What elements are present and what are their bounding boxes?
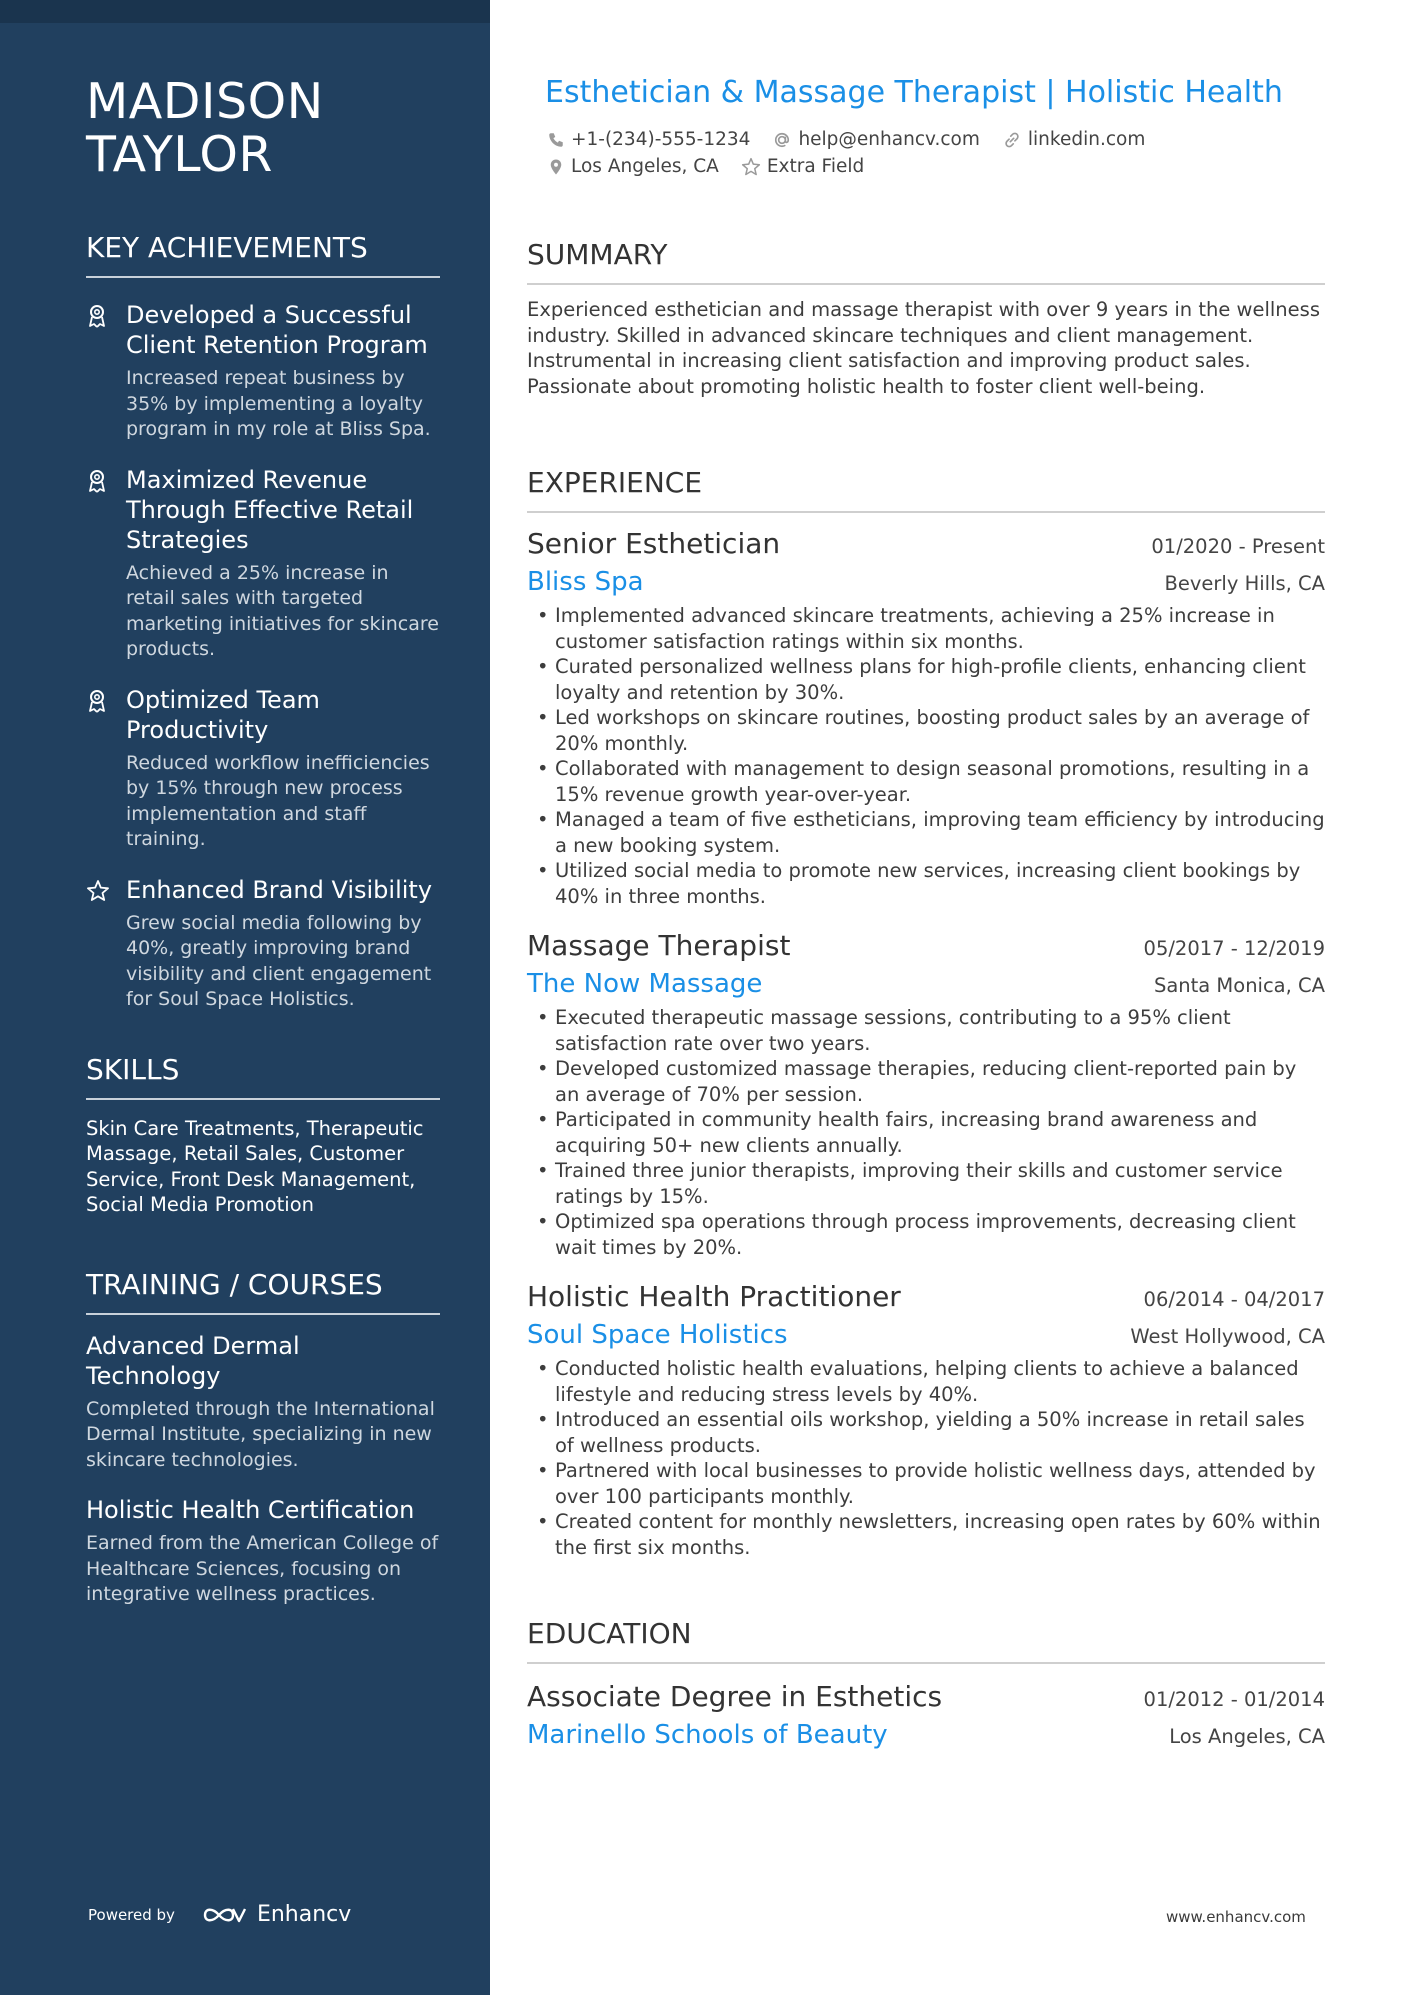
experience-heading: EXPERIENCE [527, 466, 1325, 513]
sidebar-content [86, 75, 440, 1608]
job-entry [527, 1278, 1325, 1560]
phone-icon [547, 131, 565, 149]
skills-list: Skin Care Treatments, Therapeutic Massage, Retail Sales, Customer Service, Front Desk Management, Social Media Promotion [86, 1116, 424, 1216]
job-dates: 01/2020 - Present [1151, 535, 1325, 558]
courses-section [86, 1268, 440, 1608]
footer-url[interactable]: www.enhancv.com [1166, 1908, 1306, 1926]
skills-section [86, 1053, 440, 1218]
sidebar [0, 0, 490, 1995]
linkedin-contact[interactable] [1002, 129, 1145, 150]
education-heading: EDUCATION [527, 1617, 1325, 1664]
job-bullet: • Collaborated with management to design seasonal promotions, resulting in a 15% revenue growth year-over-year. [527, 756, 1325, 807]
sidebar-top-bar [0, 0, 490, 23]
award-icon [86, 465, 126, 663]
candidate-name [86, 75, 440, 181]
course-item [86, 1495, 440, 1608]
job-bullets [527, 1356, 1325, 1560]
headline: Esthetician & Massage Therapist | Holistic Health [545, 75, 1283, 110]
course-desc: Earned from the American College of Healthcare Sciences, focusing on integrative wellness practices. [86, 1532, 439, 1605]
name-line-2: TAYLOR [86, 126, 273, 183]
achievement-item [86, 300, 440, 443]
star-icon [86, 875, 126, 1013]
link-icon [1002, 130, 1022, 150]
achievements-section [86, 231, 440, 1013]
extra-field-text: Extra Field [766, 156, 865, 177]
job-bullet: • Created content for monthly newsletters, increasing open rates by 60% within the first six months. [527, 1509, 1325, 1560]
job-bullet: • Led workshops on skincare routines, boosting product sales by an average of 20% monthly. [527, 705, 1325, 756]
degree: Associate Degree in Esthetics [527, 1680, 943, 1713]
job-role: Holistic Health Practitioner [527, 1280, 901, 1313]
phone-contact[interactable] [547, 129, 750, 150]
job-company[interactable]: The Now Massage [527, 969, 763, 999]
achievement-title: Optimized Team Productivity [126, 685, 320, 744]
summary-section [527, 238, 1325, 399]
job-bullet: • Conducted holistic health evaluations, helping clients to achieve a balanced lifestyle and reducing stress levels by 40%. [527, 1356, 1325, 1407]
job-company[interactable]: Soul Space Holistics [527, 1320, 788, 1350]
achievement-desc: Increased repeat business by 35% by implementing a loyalty program in my role at Bliss Spa. [126, 367, 431, 440]
contact-info [547, 126, 1317, 180]
job-bullet: • Introduced an essential oils workshop, yielding a 50% increase in retail sales of wellness products. [527, 1407, 1325, 1458]
skills-heading: SKILLS [86, 1053, 440, 1100]
job-bullet: • Trained three junior therapists, improving their skills and customer service ratings by 15%. [527, 1158, 1325, 1209]
education-entry [527, 1678, 1325, 1754]
email-contact[interactable] [772, 129, 979, 150]
at-icon [772, 130, 792, 150]
job-role: Senior Esthetician [527, 527, 781, 560]
name-line-1: MADISON [86, 73, 324, 130]
education-dates: 01/2012 - 01/2014 [1143, 1688, 1325, 1711]
email-text: help@enhancv.com [798, 129, 980, 150]
experience-section [527, 466, 1325, 1560]
achievement-item [86, 685, 440, 853]
award-icon [86, 685, 126, 853]
job-bullet: • Curated personalized wellness plans for high-profile clients, enhancing client loyalty and retention by 30%. [527, 654, 1325, 705]
job-role: Massage Therapist [527, 929, 791, 962]
summary-text: Experienced esthetician and massage therapist with over 9 years in the wellness industry. Skilled in advanced skincare techniques and client management. Instrumental in increasing client satisfaction and improving product sales. Passionate about promoting holistic health to foster client well-being. [527, 298, 1320, 398]
job-location: Santa Monica, CA [1153, 974, 1325, 997]
job-bullet: • Implemented advanced skincare treatments, achieving a 25% increase in customer satisfaction ratings within six months. [527, 603, 1325, 654]
achievement-item [86, 875, 440, 1013]
achievement-title: Developed a Successful Client Retention Program [126, 301, 428, 359]
job-bullet: • Utilized social media to promote new services, increasing client bookings by 40% in three months. [527, 858, 1325, 909]
enhancv-logo-icon [203, 1904, 247, 1926]
job-location: West Hollywood, CA [1130, 1325, 1325, 1348]
achievement-desc: Reduced workflow inefficiencies by 15% through new process implementation and staff training. [126, 751, 430, 850]
job-bullet: • Executed therapeutic massage sessions, contributing to a 95% client satisfaction rate over two years. [527, 1005, 1325, 1056]
award-icon [86, 300, 126, 443]
extra-field [741, 156, 864, 177]
job-bullets [527, 603, 1325, 909]
powered-by [88, 1902, 351, 1927]
location-text: Los Angeles, CA [571, 156, 719, 177]
achievement-desc: Grew social media following by 40%, greatly improving brand visibility and client engagement for Soul Space Holistics. [126, 911, 432, 1010]
location-contact [547, 156, 719, 177]
achievements-heading: KEY ACHIEVEMENTS [86, 231, 440, 278]
job-company[interactable]: Bliss Spa [527, 567, 644, 597]
phone-text: +1-(234)-555-1234 [571, 129, 751, 150]
job-bullets [527, 1005, 1325, 1260]
job-dates: 05/2017 - 12/2019 [1143, 937, 1325, 960]
powered-by-label: Powered by [88, 1905, 175, 1924]
linkedin-text: linkedin.com [1027, 129, 1146, 150]
achievement-title: Enhanced Brand Visibility [126, 875, 433, 904]
contact-row [547, 126, 1317, 153]
education-location: Los Angeles, CA [1169, 1725, 1325, 1748]
contact-row [547, 153, 1317, 180]
job-bullet: • Managed a team of five estheticians, improving team efficiency by introducing a new booking system. [527, 807, 1325, 858]
job-entry [527, 927, 1325, 1260]
course-title: Holistic Health Certification [86, 1496, 415, 1524]
course-title: Advanced Dermal Technology [86, 1331, 300, 1390]
job-entry [527, 525, 1325, 909]
achievement-title: Maximized Revenue Through Effective Retail Strategies [126, 465, 414, 554]
job-bullet: • Participated in community health fairs, increasing brand awareness and acquiring 50+ new clients annually. [527, 1107, 1325, 1158]
course-item [86, 1331, 440, 1474]
job-location: Beverly Hills, CA [1164, 572, 1325, 595]
education-section [527, 1617, 1325, 1754]
enhancv-logo[interactable] [203, 1902, 351, 1927]
job-bullet: • Optimized spa operations through process improvements, decreasing client wait times by 20%. [527, 1209, 1325, 1260]
location-pin-icon [547, 157, 565, 177]
achievement-desc: Achieved a 25% increase in retail sales with targeted marketing initiatives for skincare products. [126, 561, 439, 660]
courses-heading: TRAINING / COURSES [86, 1268, 440, 1315]
course-desc: Completed through the International Dermal Institute, specializing in new skincare technologies. [86, 1397, 435, 1471]
achievement-item [86, 465, 440, 663]
school[interactable]: Marinello Schools of Beauty [527, 1720, 888, 1750]
job-bullet: • Partnered with local businesses to provide holistic wellness days, attended by over 100 participants monthly. [527, 1458, 1325, 1509]
job-dates: 06/2014 - 04/2017 [1143, 1288, 1325, 1311]
enhancv-logo-text: Enhancv [256, 1902, 352, 1927]
star-outline-icon [741, 157, 761, 177]
summary-heading: SUMMARY [527, 238, 1325, 285]
job-bullet: • Developed customized massage therapies, reducing client-reported pain by an average of 70% per session. [527, 1056, 1325, 1107]
